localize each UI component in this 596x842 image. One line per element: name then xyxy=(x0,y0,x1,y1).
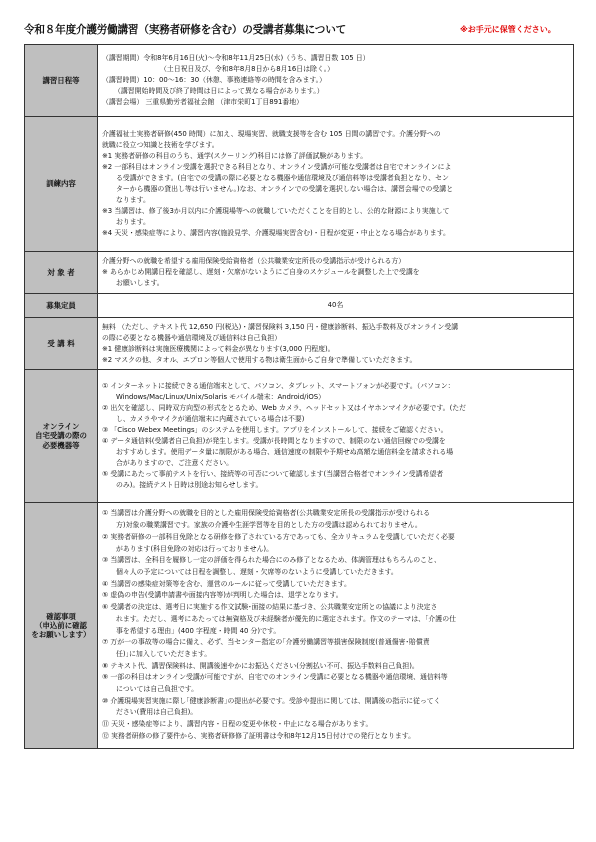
fee-line: ※1 健康診断料は実施医療機関によって料金が異なります(3,000 円程度)。 xyxy=(102,344,335,353)
confirm-line: ⑥ 受講者の決定は、選考日に実施する作文試験･面接の結果に基づき、公共職業安定所との協議により決定さ xyxy=(102,603,438,612)
training-line: 介護福祉士実務者研修(450 時間）に加え、現場実習、就職支援等を含む 105 日間の講習です。介護分野への xyxy=(102,130,441,138)
confirm-line: があります(科目免除の対応は行っておりません)。 xyxy=(116,544,273,553)
label-equipment: オンライン 自宅受講の際の 必要機器等 xyxy=(25,370,98,503)
schedule-line: （土日祝日及び、令和8年8月8日から8月16日は除く。） xyxy=(160,65,335,73)
confirm-line: ⑦ 万が一の事故等の場合に備え、必ず、当センター指定の｢介護労働講習等損害保険制度(普通傷害･賠償責 xyxy=(102,638,430,647)
fee-line: ※2 マスクの他、タオル、エプロン等個人で使用する物は衛生面からご自身で準備していただきます。 xyxy=(102,355,417,364)
confirm-line: ③ 当講習は、全科目を履修し一定の評価を得られた場合にのみ修了となるため、体調管理はもちろんのこと、 xyxy=(102,556,441,565)
content-schedule xyxy=(98,45,574,117)
row-confirm xyxy=(25,503,574,749)
row-schedule xyxy=(25,45,574,117)
content-fee xyxy=(98,318,574,370)
row-capacity xyxy=(25,294,574,318)
row-training xyxy=(25,117,574,252)
equipment-line: おすすめします。使用データ量に制限がある場合、通信速度の制限や予期せぬ高額な通信料金を請求される場 xyxy=(116,448,454,456)
label-target: 対 象 者 xyxy=(25,252,98,294)
row-target xyxy=(25,252,574,294)
content-confirm xyxy=(98,503,574,749)
label-capacity: 募集定員 xyxy=(25,294,98,318)
equipment-line: 合がありますので、ご注意ください。 xyxy=(116,459,234,467)
training-line: ※1 実務者研修の科目のうち、通学(スクーリング)科目には修了評価試験があります。 xyxy=(102,152,368,160)
label-fee: 受 講 料 xyxy=(25,318,98,370)
fee-line: の際に必要となる機器や通信環境及び通信料は自己負担） xyxy=(102,333,282,342)
training-line: る受講ができます。(自宅での受講の際に必要となる機器や通信環境及び通信料等は受講者負担となり、セン xyxy=(116,174,449,182)
content-target xyxy=(98,252,574,294)
confirm-line: ⑪ 天災・感染症等により、講習内容・日程の変更や休校・中止になる場合があります。 xyxy=(102,720,373,729)
schedule-line: （講習開始時間及び終了時間は日によって異なる場合があります。） xyxy=(114,87,324,95)
training-line: おります。 xyxy=(116,218,150,226)
content-training xyxy=(98,117,574,252)
confirm-line: ⑤ 虚偽の申告(受講申請書や面接内容等)が判明した場合は、退学となります。 xyxy=(102,591,343,600)
confirm-line: 任)｣に加入していただきます。 xyxy=(116,649,212,658)
training-line: ターから機器の貸出し等は行いません。)なお、オンラインでの受講を選択しない場合は、講習会場での受講と xyxy=(116,185,454,193)
fee-line: 無料 （ただし、テキスト代 12,650 円(税込)・講習保険料 3,150 円・健康診断料、振込手数料及びオンライン受講 xyxy=(102,322,459,331)
equipment-line: のみ)。接続テスト日時は別途お知らせします。 xyxy=(116,481,263,489)
confirm-line: については自己負担です。 xyxy=(116,685,198,694)
equipment-line: ① インターネットに接続できる通信端末として、パソコン、タブレット、スマートフォンが必要です。（パソコン： xyxy=(102,382,455,390)
training-line: ※3 当講習は、修了後3か月以内に介護現場等への就職していただくことを目的とし、公的な財源により実施して xyxy=(102,207,450,215)
confirm-line: 方)対象の職業講習です。家族の介護や生涯学習等を目的とした方の受講は認められておりません。 xyxy=(116,521,422,530)
equipment-line: し、カメラやマイクが通信端末に内蔵されている場合は不要) xyxy=(116,415,305,423)
confirm-line: 事を希望する理由」(400 字程度・時間 40 分)です。 xyxy=(116,626,281,635)
label-confirm: 確認事項 （申込前に確認 をお願いします） xyxy=(25,503,98,749)
schedule-line: （講習会場） 三重県勤労者福祉会館 （津市栄町1丁目891番地） xyxy=(102,98,304,106)
keep-note: ※お手元に保管ください。 xyxy=(460,25,556,34)
page-title: 令和８年度介護労働講習（実務者研修を含む）の受講者募集について xyxy=(24,24,346,36)
confirm-line: ⑨ 一部の科目はオンライン受講が可能ですが、自宅でのオンライン受講に必要となる機器や通信環境、通信料等 xyxy=(102,673,448,682)
info-table xyxy=(24,44,574,749)
confirm-line: ④ 当講習の感染症対策等を含む、運営のルールに従って受講していただきます。 xyxy=(102,579,351,588)
row-fee xyxy=(25,318,574,370)
equipment-line: ④ データ通信料(受講者自己負担)が発生します。受講が長時間となりますので、制限のない通信回線での受講を xyxy=(102,437,446,445)
schedule-line: （講習期間）令和8年6月16日(火)～令和8年11月25日(水)（うち、講習日数 105 日） xyxy=(102,54,370,62)
training-line: ※4 天災・感染症等により、講習内容(施設見学、介護現場実習含む)・日程が変更・中止となる場合があります。 xyxy=(102,229,450,237)
label-schedule: 講習日程等 xyxy=(25,45,98,117)
training-line: なります。 xyxy=(116,196,150,204)
row-equipment xyxy=(25,370,574,503)
label-training: 訓練内容 xyxy=(25,117,98,252)
confirm-line: ⑧ テキスト代、講習保険料は、開講後速やかにお振込ください(分割払い不可、振込手数料自己負担)。 xyxy=(102,661,419,670)
confirm-line: ⑩ 介護現場実習実施に際し｢健康診断書｣の提出が必要です。受診や提出に関しては、開講後の指示に従ってく xyxy=(102,696,441,705)
target-line: 介護分野への就職を希望する雇用保険受給資格者（公共職業安定所長の受講指示が受けられる方） xyxy=(102,257,406,265)
equipment-line: ⑤ 受講にあたって事前テストを行い、接続等の可否について確認します(当講習合格者でオンライン受講希望者 xyxy=(102,470,444,478)
training-line: ※2 一部科目はオンライン受講を選択できる科目となり、オンライン受講が可能な受講者は自宅でオンラインによ xyxy=(102,163,452,171)
confirm-line: ⑫ 実務者研修の修了要件から、実務者研修修了証明書は令和8年12月15日付けでの発行となります。 xyxy=(102,731,415,740)
target-line: お願いします。 xyxy=(116,279,164,287)
confirm-line: ださい(費用は自己負担)。 xyxy=(116,708,198,717)
target-line: ※ あらかじめ開講日程を確認し、遅刻・欠席がないようにご自身のスケジュールを調整した上で受講を xyxy=(102,268,420,276)
confirm-line: ② 実務者研修の一部科目免除となる研修を修了されている方であっても、全カリキュラムを受講していただく必要 xyxy=(102,532,455,541)
content-equipment xyxy=(98,370,574,503)
page-header xyxy=(24,22,584,38)
content-capacity: 40名 xyxy=(98,294,574,318)
equipment-line: Windows/Mac/Linux/Unix/Solaris モバイル端末：Android/iOS） xyxy=(116,393,326,401)
equipment-line: ③ 「Cisco Webex Meetings」のシステムを使用します。アプリをインストールして、接続をご確認ください。 xyxy=(102,426,448,434)
confirm-line: れます。ただし、選考にあたっては無資格及び未経験者が優先的に選定されます。作文のテーマは、「介護の仕 xyxy=(116,614,456,623)
equipment-line: ② 出欠を確認し、同時双方向型の形式をとるため、Web カメラ、ヘッドセット又はイヤホンマイクが必要です。(ただ xyxy=(102,404,467,412)
schedule-line: （講習時間）10：00～16：30（休憩、事務連絡等の時間を含みます。） xyxy=(102,76,327,84)
confirm-line: 個々人の予定については日程を調整し、遅刻・欠席等のないように受講していただきます。 xyxy=(116,567,398,576)
training-line: 就職に役立つ知識と技術を学びます。 xyxy=(102,141,219,149)
confirm-line: ① 当講習は介護分野への就職を目的とした雇用保険受給資格者(公共職業安定所長の受講指示が受けられる xyxy=(102,509,431,518)
